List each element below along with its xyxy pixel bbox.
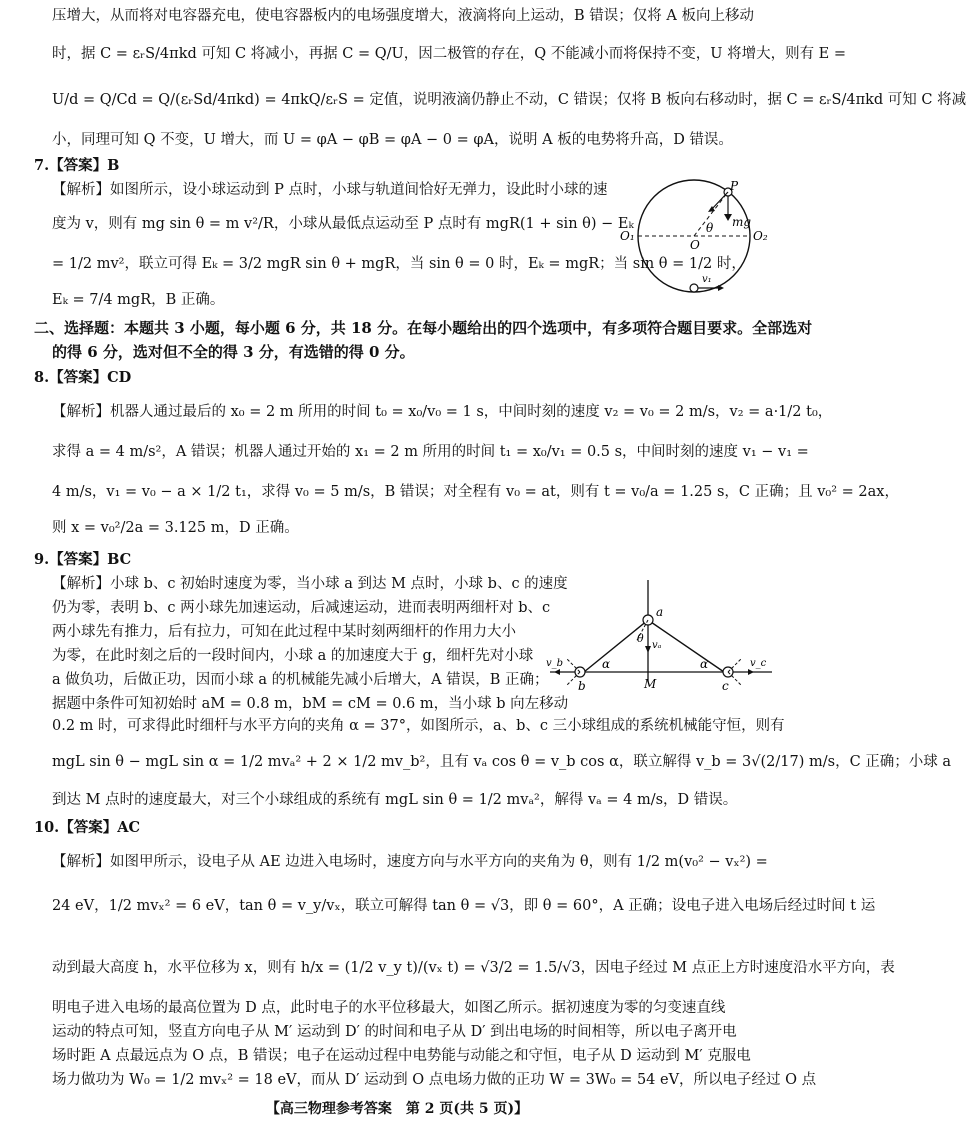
point-m-label: M (644, 677, 657, 691)
section-2-heading: 二、选择题：本题共 3 小题，每小题 6 分，共 18 分。在每小题给出的四个选项中，有多项符合题目要求。全部选对 (34, 319, 813, 337)
text-line: 动到最大高度 h，水平位移为 x，则有 h/x = (1/2 v_y t)/(vₓ t) = √3/2 = 1.5/√3，因电子经过 M 点正上方时速度沿水平方向，表 (52, 960, 895, 976)
text-line: 场时距 A 点最远点为 O 点，B 错误；电子在运动过程中电势能与动能之和守恒，电子从 D 运动到 M′ 克服电 (52, 1048, 751, 1064)
text-line: U/d = Q/Cd = Q/(εᵣSd/4πkd) = 4πkQ/εᵣS = 定值，说明液滴仍静止不动，C 错误；仅将 B 板向右移动时，据 C = εᵣS/4πkd 可知 C 将减 (52, 92, 966, 108)
text-line: 则 x = v₀²/2a = 3.125 m，D 正确。 (52, 520, 299, 536)
text-line: 【解析】小球 b、c 初始时速度为零，当小球 a 到达 M 点时，小球 b、c 的速度 (52, 576, 568, 592)
text-line: a 做负功，后做正功，因而小球 a 的机械能先减小后增大，A 错误，B 正确； (52, 672, 549, 688)
velocity-va-label: vₐ (652, 640, 662, 651)
point-o1-label: O₁ (620, 229, 635, 243)
text-line: Eₖ = 7/4 mgR，B 正确。 (52, 292, 225, 308)
velocity-v1-label: v₁ (702, 274, 712, 285)
text-line: 0.2 m 时，可求得此时细杆与水平方向的夹角 α = 37°，如图所示，a、b、c 三小球组成的系统机械能守恒，则有 (52, 718, 785, 734)
text-line: 24 eV，1/2 mvₓ² = 6 eV，tan θ = v_y/vₓ，联立可解得 tan θ = √3，即 θ = 60°，A 正确；设电子进入电场后经过时间 t 运 (52, 898, 876, 914)
section-2-heading-cont: 的得 6 分，选对但不全的得 3 分，有选错的得 0 分。 (52, 343, 415, 361)
text-line: 【解析】机器人通过最后的 x₀ = 2 m 所用的时间 t₀ = x₀/v₀ = 1 s，中间时刻的速度 v₂ = v₀ = 2 m/s，v₂ = a·1/2 t₀， (52, 404, 833, 420)
question-8-answer: 8.【答案】CD (34, 369, 132, 386)
center-o-label: O (690, 238, 700, 252)
text-line: 求得 a = 4 m/s²，A 错误；机器人通过开始的 x₁ = 2 m 所用的时间 t₁ = x₀/v₁ = 0.5 s，中间时刻的速度 v₁ − v₁ = (52, 444, 809, 460)
text-line: 4 m/s，v₁ = v₀ − a × 1/2 t₁，求得 v₀ = 5 m/s，B 错误；对全程有 v₀ = at，则有 t = v₀/a = 1.25 s，C 正确；且 v₀² = 2ax， (52, 484, 899, 500)
text-line: 小，同理可知 Q 不变，U 增大，而 U = φA − φB = φA − 0 = φA，说明 A 板的电势将升高，D 错误。 (52, 132, 733, 148)
text-line: 运动的特点可知，竖直方向电子从 M′ 运动到 D′ 的时间和电子从 D′ 到出电场的时间相等，所以电子离开电 (52, 1024, 737, 1040)
angle-theta-label: θ (637, 632, 644, 645)
text-line: 明电子进入电场的最高位置为 D 点，此时电子的水平位移最大，如图乙所示。据初速度为零的匀变速直线 (52, 1000, 726, 1016)
text-line: 为零，在此时刻之后的一段时间内，小球 a 的加速度大于 g，细杆先对小球 (52, 648, 534, 664)
ball-a-label: a (656, 605, 664, 619)
velocity-vb-label: v_b (546, 658, 564, 669)
velocity-vc-label: v_c (750, 658, 767, 669)
text-line: 仍为零，表明 b、c 两小球先加速运动，后减速运动，进而表明两细杆对 b、c (52, 600, 551, 616)
text-line: 压增大，从而将对电容器充电，使电容器板内的电场强度增大，液滴将向上运动，B 错误；仅将 A 板向上移动 (52, 8, 754, 24)
text-line: 场力做功为 W₀ = 1/2 mvₓ² = 18 eV，而从 D′ 运动到 O 点电场力做的正功 W = 3W₀ = 54 eV，所以电子经过 O 点 (52, 1072, 817, 1088)
figure-9-rod-system (536, 576, 786, 708)
angle-alpha-right-label: α (700, 657, 709, 671)
question-7-answer: 7.【答案】B (34, 157, 120, 174)
text-line: 到达 M 点时的速度最大，对三个小球组成的系统有 mgL sin θ = 1/2 mvₐ²，解得 vₐ = 4 m/s，D 错误。 (52, 792, 738, 808)
figure-7-circle-track (616, 176, 786, 296)
point-p-label: P (730, 179, 739, 193)
text-line: 【解析】如图所示，设小球运动到 P 点时，小球与轨道间恰好无弹力，设此时小球的速 (52, 182, 608, 198)
page-footer: 【高三物理参考答案 第 2 页(共 5 页)】 (265, 1101, 529, 1117)
text-line: mgL sin θ − mgL sin α = 1/2 mvₐ² + 2 × 1/2 mv_b²，且有 vₐ cos θ = v_b cos α，联立解得 v_b = 3√(2/17) m/s，C 正确；小球 a (52, 754, 952, 770)
point-o2-label: O₂ (753, 229, 768, 243)
angle-theta-label: θ (706, 221, 714, 235)
ball-c-label: c (722, 679, 729, 693)
text-line: 【解析】如图甲所示，设电子从 AE 边进入电场时，速度方向与水平方向的夹角为 θ，则有 1/2 m(v₀² − vₓ²) = (52, 854, 768, 870)
gravity-mg-label: mg (732, 215, 752, 229)
text-line: 两小球先有推力，后有拉力，可知在此过程中某时刻两细杆的作用力大小 (52, 624, 516, 640)
text-line: 时，据 C = εᵣS/4πkd 可知 C 将减小，再据 C = Q/U，因二极管的存在，Q 不能减小而将保持不变，U 将增大，则有 E = (52, 46, 847, 62)
angle-alpha-left-label: α (602, 657, 611, 671)
ball-b-label: b (578, 679, 586, 693)
question-10-answer: 10.【答案】AC (34, 819, 141, 836)
text-line: 据题中条件可知初始时 aM = 0.8 m，bM = cM = 0.6 m，当小球 b 向左移动 (52, 696, 569, 712)
question-9-answer: 9.【答案】BC (34, 551, 132, 568)
text-line: 度为 v，则有 mg sin θ = m v²/R，小球从最低点运动至 P 点时有 mgR(1 + sin θ) − Eₖ (52, 216, 634, 232)
text-line: = 1/2 mv²，联立可得 Eₖ = 3/2 mgR sin θ + mgR，当 sin θ = 0 时，Eₖ = mgR；当 sin θ = 1/2 时， (52, 256, 746, 272)
